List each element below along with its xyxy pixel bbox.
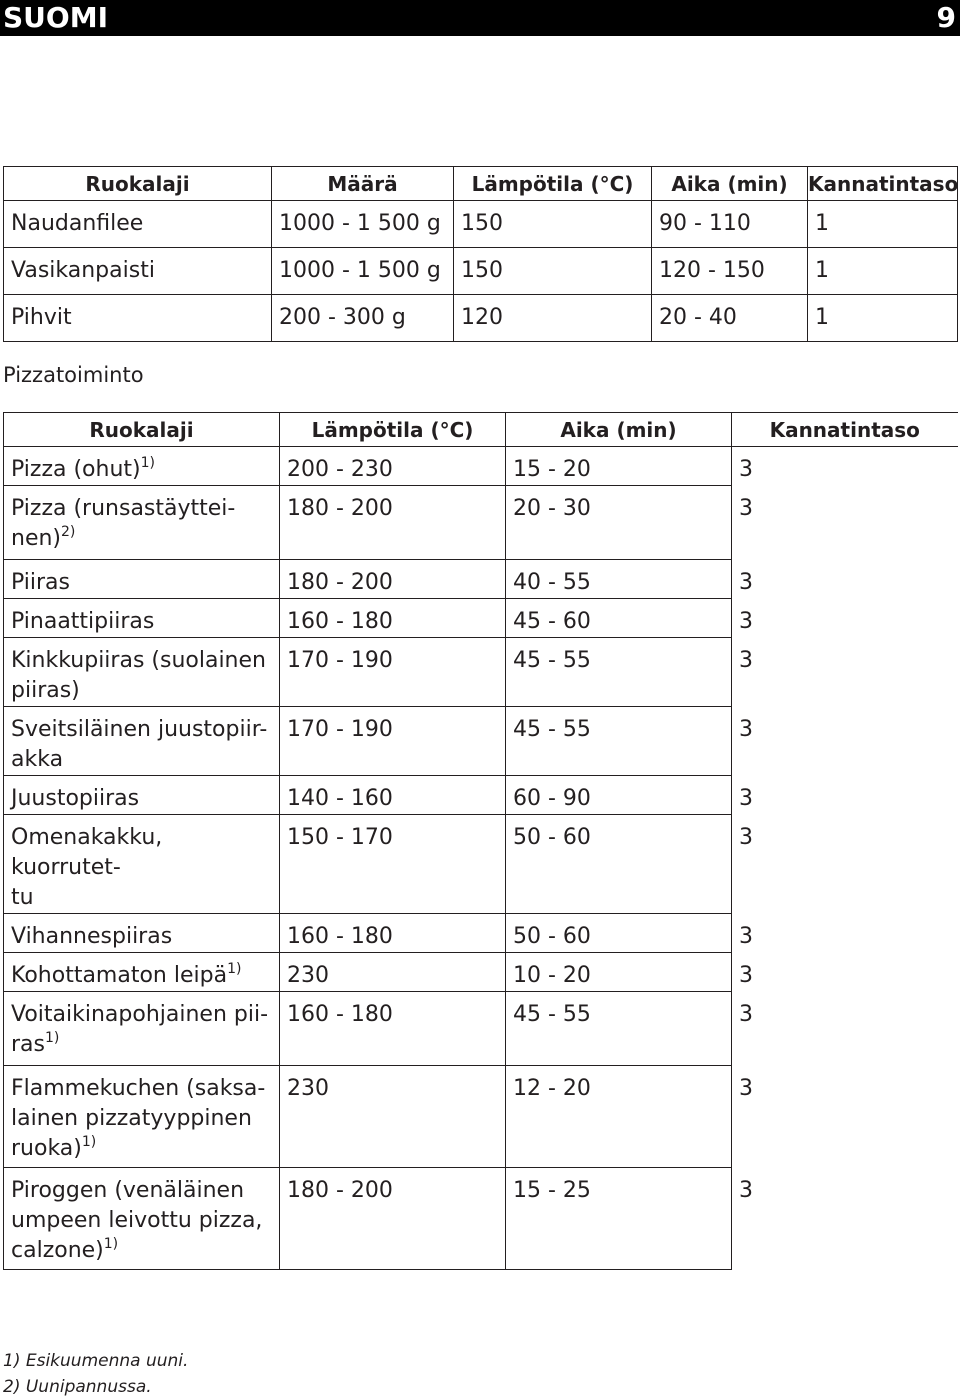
table-row	[4, 914, 958, 953]
time-cell: 45 - 55	[506, 707, 732, 776]
time-cell: 15 - 25	[506, 1168, 732, 1270]
dish-name: Pizza (runsastäyttei- nen)	[11, 496, 236, 551]
table-row	[4, 776, 958, 815]
table-header-row	[4, 413, 958, 447]
table-row	[4, 638, 958, 707]
column-header: Määrä	[272, 167, 454, 201]
temperature-cell: 170 - 190	[280, 638, 506, 707]
temperature-cell: 150 - 170	[280, 815, 506, 914]
dish-name: Piiras	[11, 570, 70, 595]
dish-name-cell	[4, 815, 280, 914]
dish-name-cell	[4, 447, 280, 486]
table-cell: 150	[454, 248, 652, 295]
temperature-cell: 160 - 180	[280, 914, 506, 953]
table-row	[4, 447, 958, 486]
column-header: Aika (min)	[652, 167, 808, 201]
table-cell: 1000 - 1 500 g	[272, 201, 454, 248]
dish-name: Kinkkupiiras (suolainen piiras)	[11, 648, 266, 703]
footnote-marker: 1)	[45, 1030, 60, 1046]
table-row	[4, 201, 958, 248]
footnote-marker: 1)	[103, 1236, 119, 1252]
time-cell: 12 - 20	[506, 1066, 732, 1168]
roasting-table	[3, 166, 958, 342]
shelf-level-cell: 3	[732, 486, 958, 560]
page-number: 9	[936, 1, 956, 34]
shelf-level-cell: 3	[732, 1168, 958, 1270]
column-header: Lämpötila (°C)	[280, 413, 506, 447]
shelf-level-cell: 3	[732, 992, 958, 1066]
dish-name: Kohottamaton leipä	[11, 963, 228, 988]
temperature-cell: 180 - 200	[280, 560, 506, 599]
footnote: 2) Uunipannussa.	[3, 1377, 152, 1397]
temperature-cell: 170 - 190	[280, 707, 506, 776]
dish-name: Flammekuchen (saksa- lainen pizzatyyppinen ruoka)	[11, 1076, 266, 1161]
time-cell: 45 - 55	[506, 992, 732, 1066]
pizza-function-table	[3, 412, 958, 1270]
footnote-marker: 1)	[81, 1134, 97, 1150]
table-cell: 200 - 300 g	[272, 295, 454, 342]
table-header-row	[4, 167, 958, 201]
shelf-level-cell: 3	[732, 1066, 958, 1168]
temperature-cell: 180 - 200	[280, 1168, 506, 1270]
time-cell: 50 - 60	[506, 914, 732, 953]
page-header	[0, 0, 960, 36]
table-cell: 1	[808, 295, 958, 342]
language-label: SUOMI	[3, 1, 108, 34]
dish-name-cell	[4, 776, 280, 815]
column-header: Kannatintaso	[808, 167, 958, 201]
shelf-level-cell: 3	[732, 707, 958, 776]
table-cell: 1000 - 1 500 g	[272, 248, 454, 295]
table-row	[4, 599, 958, 638]
time-cell: 10 - 20	[506, 953, 732, 992]
shelf-level-cell: 3	[732, 560, 958, 599]
dish-name: Juustopiiras	[11, 786, 140, 811]
time-cell: 40 - 55	[506, 560, 732, 599]
shelf-level-cell: 3	[732, 776, 958, 815]
shelf-level-cell: 3	[732, 815, 958, 914]
table-cell: 1	[808, 201, 958, 248]
footnotes	[3, 1348, 188, 1400]
table-cell: Naudanfilee	[4, 201, 272, 248]
dish-name-cell	[4, 599, 280, 638]
time-cell: 45 - 55	[506, 638, 732, 707]
temperature-cell: 230	[280, 953, 506, 992]
dish-name-cell	[4, 953, 280, 992]
temperature-cell: 180 - 200	[280, 486, 506, 560]
shelf-level-cell: 3	[732, 638, 958, 707]
column-header: Ruokalaji	[4, 413, 280, 447]
dish-name-cell	[4, 1066, 280, 1168]
time-cell: 60 - 90	[506, 776, 732, 815]
time-cell: 15 - 20	[506, 447, 732, 486]
dish-name: Voitaikinapohjainen pii- ras	[11, 1002, 269, 1057]
table-row	[4, 992, 958, 1066]
table-row	[4, 953, 958, 992]
dish-name: Piroggen (venäläinen umpeen leivottu pizza, calzone)	[11, 1178, 263, 1263]
column-header: Ruokalaji	[4, 167, 272, 201]
table-row	[4, 1066, 958, 1168]
shelf-level-cell: 3	[732, 914, 958, 953]
table-cell: 120 - 150	[652, 248, 808, 295]
footnote: 1) Esikuumenna uuni.	[3, 1351, 189, 1371]
dish-name-cell	[4, 638, 280, 707]
table-cell: 90 - 110	[652, 201, 808, 248]
dish-name: Sveitsiläinen juustopiir- akka	[11, 717, 268, 772]
table-row	[4, 560, 958, 599]
dish-name-cell	[4, 560, 280, 599]
footnote-marker: 1)	[140, 455, 155, 471]
dish-name-cell	[4, 914, 280, 953]
shelf-level-cell: 3	[732, 447, 958, 486]
table-row	[4, 1168, 958, 1270]
table-row	[4, 815, 958, 914]
table-row	[4, 486, 958, 560]
table-cell: Vasikanpaisti	[4, 248, 272, 295]
column-header: Lämpötila (°C)	[454, 167, 652, 201]
temperature-cell: 160 - 180	[280, 992, 506, 1066]
dish-name: Omenakakku, kuorrutet- tu	[11, 825, 163, 910]
table-cell: 1	[808, 248, 958, 295]
time-cell: 50 - 60	[506, 815, 732, 914]
table-cell: Pihvit	[4, 295, 272, 342]
footnote-marker: 1)	[227, 961, 242, 977]
shelf-level-cell: 3	[732, 599, 958, 638]
column-header: Kannatintaso	[732, 413, 958, 447]
table-cell: 150	[454, 201, 652, 248]
temperature-cell: 140 - 160	[280, 776, 506, 815]
shelf-level-cell: 3	[732, 953, 958, 992]
table-cell: 120	[454, 295, 652, 342]
footnote-marker: 2)	[61, 524, 76, 540]
dish-name-cell	[4, 486, 280, 560]
time-cell: 20 - 30	[506, 486, 732, 560]
dish-name-cell	[4, 707, 280, 776]
table-row	[4, 248, 958, 295]
dish-name: Vihannespiiras	[11, 924, 173, 949]
dish-name: Pizza (ohut)	[11, 457, 141, 482]
temperature-cell: 160 - 180	[280, 599, 506, 638]
table-cell: 20 - 40	[652, 295, 808, 342]
dish-name: Pinaattipiiras	[11, 609, 155, 634]
table-row	[4, 707, 958, 776]
table-row	[4, 295, 958, 342]
time-cell: 45 - 60	[506, 599, 732, 638]
temperature-cell: 230	[280, 1066, 506, 1168]
section-title: Pizzatoiminto	[3, 363, 144, 387]
dish-name-cell	[4, 1168, 280, 1270]
temperature-cell: 200 - 230	[280, 447, 506, 486]
column-header: Aika (min)	[506, 413, 732, 447]
dish-name-cell	[4, 992, 280, 1066]
